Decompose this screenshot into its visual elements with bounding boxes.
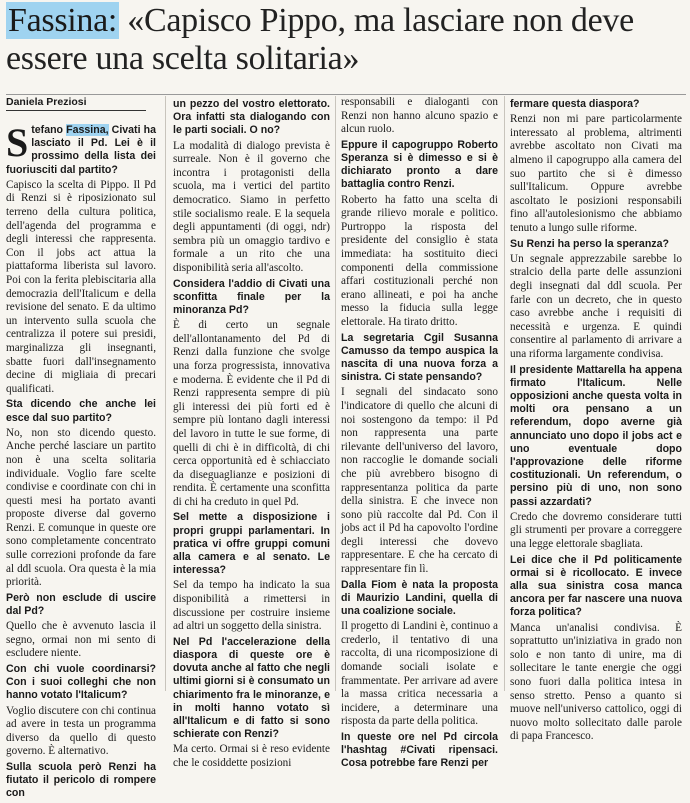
column-divider bbox=[335, 96, 336, 691]
interview-question: Il presidente Mattarella ha appena firmato l'Italicum. Nelle opposizioni anche questa volta in molti ora pensano a un referendum, dopo averne già annunciato uno dopo il jobs act e uno eventuale dopo l'approvazione delle riforme costituzionali. Un referendum, o persino più di uno, non sono passi azzardati? bbox=[510, 363, 682, 508]
interview-question: Dalla Fiom è nata la proposta di Maurizio Landini, quella di una coalizione sociale. bbox=[341, 578, 498, 618]
interview-answer: Renzi non mi pare particolarmente interessato al problema, altrimenti avrebbe ascoltato non Civati ma almeno il capogruppo alla camera del suo partito che si è dimesso sull'Italicum. Oppure avrebbe ascoltato le posizioni responsabili fino all'autolesionismo che abbiamo tenuto a lungo sulle riforme. bbox=[510, 113, 682, 234]
interview-answer: I segnali del sindacato sono l'indicatore di quello che alcuni di noi sostengono da tempo: il Pd non rappresenta una parte rilevante dell'universo del lavoro, non raccoglie le domande sociali che più avrebbero bisogno di rappresentanza politica da parte della sinistra. E che invece non sono più raccolte dal Pd. Con il jobs act il Pd ha capovolto l'ordine degli interessi che dovevo rappresentare. E che ha cercato di rappresentare fin lì. bbox=[341, 386, 498, 576]
column-divider bbox=[165, 96, 166, 691]
column-4 bbox=[510, 96, 682, 746]
interview-question: Lei dice che il Pd politicamente ormai si è ricollocato. E invece alla sua sinistra cosa manca ancora per far nascere una nuova forza politica? bbox=[510, 553, 682, 619]
interview-answer: Voglio discutere con chi continua ad avere in testa un programma diverso da quello di questo governo. È alternativo. bbox=[6, 704, 156, 758]
top-rule bbox=[6, 94, 686, 95]
headline-kicker: Fassina: bbox=[8, 2, 118, 39]
interview-answer: Il progetto di Landini è, continuo a crederlo, il tentativo di una raccolta, di una ricomposizione di domande sociali isolate e frammentate. Per arrivare ad avere la massa critica necessaria a incidere, a determinare una risposta da parte della politica. bbox=[341, 620, 498, 728]
interview-answer: Un segnale apprezzabile sarebbe lo stralcio della parte delle assunzioni degli insegnati dal ddl scuola. Per farle con un decreto, che in questo caso avrebbe anche i requisiti di necessità e urgenza. E quindi consentire al parlamento di arrivare a una riforma largamente condivisa. bbox=[510, 252, 682, 360]
interview-question: fermare questa diaspora? bbox=[510, 98, 640, 110]
interview-question: Sel mette a disposizione i propri gruppi parlamentari. In pratica vi offre gruppi comuni alla camera e al senato. Le interessa? bbox=[173, 511, 330, 577]
interview-question: Considera l'addio di Civati una sconfitta finale per la minoranza Pd? bbox=[173, 277, 330, 316]
headline-title: «Capisco Pippo, ma lasciare non deve essere una scelta solitaria» bbox=[6, 2, 634, 77]
column-4-body bbox=[510, 98, 682, 744]
interview-question: Nel Pd l'accelerazione della diaspora di queste ore è dovuta anche al fatto che negli ultimi giorni si è consumato un chiarimento fra le minoranze, e in molti hanno votato sì all'Italicum e di fatto si sono schierate con Renzi? bbox=[173, 635, 330, 741]
interview-answer: È di certo un segnale dell'allontanamento del Pd di Renzi dalla funzione che svolge una forza progressista, innovativa e moderna. È evidente che il Pd di Renzi rappresenta sempre di più gli interessi dei più forti ed è sempre più lontano dagli interessi del lavoro in tutte le sue forme, di quelli di chi è in difficoltà, di chi cerca opportunità ed è schiacciato da diseguaglianze e posizioni di rendita. È certamente una sconfitta di chi ha creduto in quel Pd. bbox=[173, 319, 330, 508]
column-2-body bbox=[173, 98, 330, 771]
interview-answer: Quello che è avvenuto lascia il segno, ormai non mi sento di escludere niente. bbox=[6, 620, 156, 660]
column-divider bbox=[504, 96, 505, 691]
interview-answer: Sel da tempo ha indicato la sua disponibilità a rimettersi in discussione per costruire insieme ad altri un soggetto della sinistra. bbox=[173, 579, 330, 633]
column-1-body bbox=[6, 179, 156, 801]
drop-cap: S bbox=[6, 120, 29, 165]
interview-answer: Roberto ha fatto una scelta di grande rilievo morale e politico. Purtroppo la risposta del presidente del consiglio è stata immediata: ha sostituito dieci componenti della commissione affari costituzionali perché non erano allineati, e poi ha anche messo la fiducia sulla legge elettorale. Ha tirato dritto. bbox=[341, 193, 498, 328]
column-3-body bbox=[341, 96, 498, 771]
column-3 bbox=[341, 96, 498, 773]
interview-answer: Credo che dovremo considerare tutti gli strumenti per provare a correggere una legge elettorale sbagliata. bbox=[510, 510, 682, 550]
interview-answer: Capisco la scelta di Pippo. Il Pd di Renzi si è riposizionato sul terreno della cultura politica, dell'agenda del programma e degli interessi che rappresenta. Con il jobs act attua la piattaforma liberista sul lavoro. Poi con la ferita plebiscitaria alla democrazia dell'Italicum e della revisione del senato. E da ultimo un intervento sulla scuola che centralizza il potere sui presidi, marginalizza gli insegnanti, sbatte fuori dall'insegnamento decine di migliaia di precari qualificati. bbox=[6, 178, 156, 395]
interview-answer: No, non sto dicendo questo. Anche perché lasciare un partito non è una scelta solitaria individuale. Voglio fare scelte condivise e coordinate con chi in questi mesi ha portato avanti proposte diverse dal governo Renzi. E comunque in queste ore sono completamente concentrato sulle correzioni profonde da fare al ddl scuola. Ora questa è la mia priorità. bbox=[6, 426, 156, 589]
interview-question: La segretaria Cgil Susanna Camusso da tempo auspica la nascita di una nuova forza a sinistra. Ci state pensando? bbox=[341, 331, 498, 384]
interview-answer: responsabili e dialoganti con Renzi non hanno alcuno spazio e alcun ruolo. bbox=[341, 96, 498, 136]
interview-answer: Ma certo. Ormai si è reso evidente che le cosiddette posizioni bbox=[173, 743, 330, 770]
headline bbox=[6, 2, 686, 78]
interview-question: In queste ore nel Pd circola l'hashtag #Civati ripensaci. Cosa potrebbe fare Renzi per bbox=[341, 731, 498, 770]
interview-question: un pezzo del vostro elettorato. Ora infatti sta dialogando con le parti sociali. O no? bbox=[173, 98, 330, 137]
interview-question: Con chi vuole coordinarsi? Con i suoi colleghi che non hanno votato l'Italicum? bbox=[6, 663, 156, 702]
interview-question: Eppure il capogruppo Roberto Speranza si è dimesso e si è dichiarato pronto a dare battaglia contro Renzi. bbox=[341, 138, 498, 191]
byline: Daniela Preziosi bbox=[6, 96, 146, 111]
column-2 bbox=[173, 96, 330, 773]
lead-question: Stefano Fassina, Civati ha lasciato il Pd. Lei è il prossimo della lista dei fuoriusciti dal partito? bbox=[6, 120, 156, 176]
interview-question: Su Renzi ha perso la speranza? bbox=[510, 237, 669, 250]
interview-answer: Manca un'analisi condivisa. È soprattutto un'iniziativa in grado non solo e non tanto di unire, ma di sollecitare le tante energie che oggi sono fuori dalla politica intesa in senso stretto. Penso a quanto si muove nell'universo cattolico, oggi di nuovo molto sollecitato dalle parole di papa Francesco. bbox=[510, 621, 682, 743]
highlighted-name: Fassina, bbox=[66, 124, 109, 136]
interview-question: Però non esclude di uscire dal Pd? bbox=[6, 591, 156, 618]
interview-question: Sulla scuola però Renzi ha fiutato il pericolo di rompere con bbox=[6, 761, 156, 800]
column-1 bbox=[6, 122, 156, 803]
interview-question: Sta dicendo che anche lei esce dal suo partito? bbox=[6, 398, 156, 424]
interview-answer: La modalità di dialogo prevista è surreale. Non è il governo che incontra i protagonisti della scuola, ma i vertici del partito democratico. Siamo in perfetto stile socialismo reale. E la sequela degli appuntamenti (di oggi, ndr) sembra più un omaggio tardivo e formale a un rito che una disponibilità seria all'ascolto. bbox=[173, 139, 330, 274]
